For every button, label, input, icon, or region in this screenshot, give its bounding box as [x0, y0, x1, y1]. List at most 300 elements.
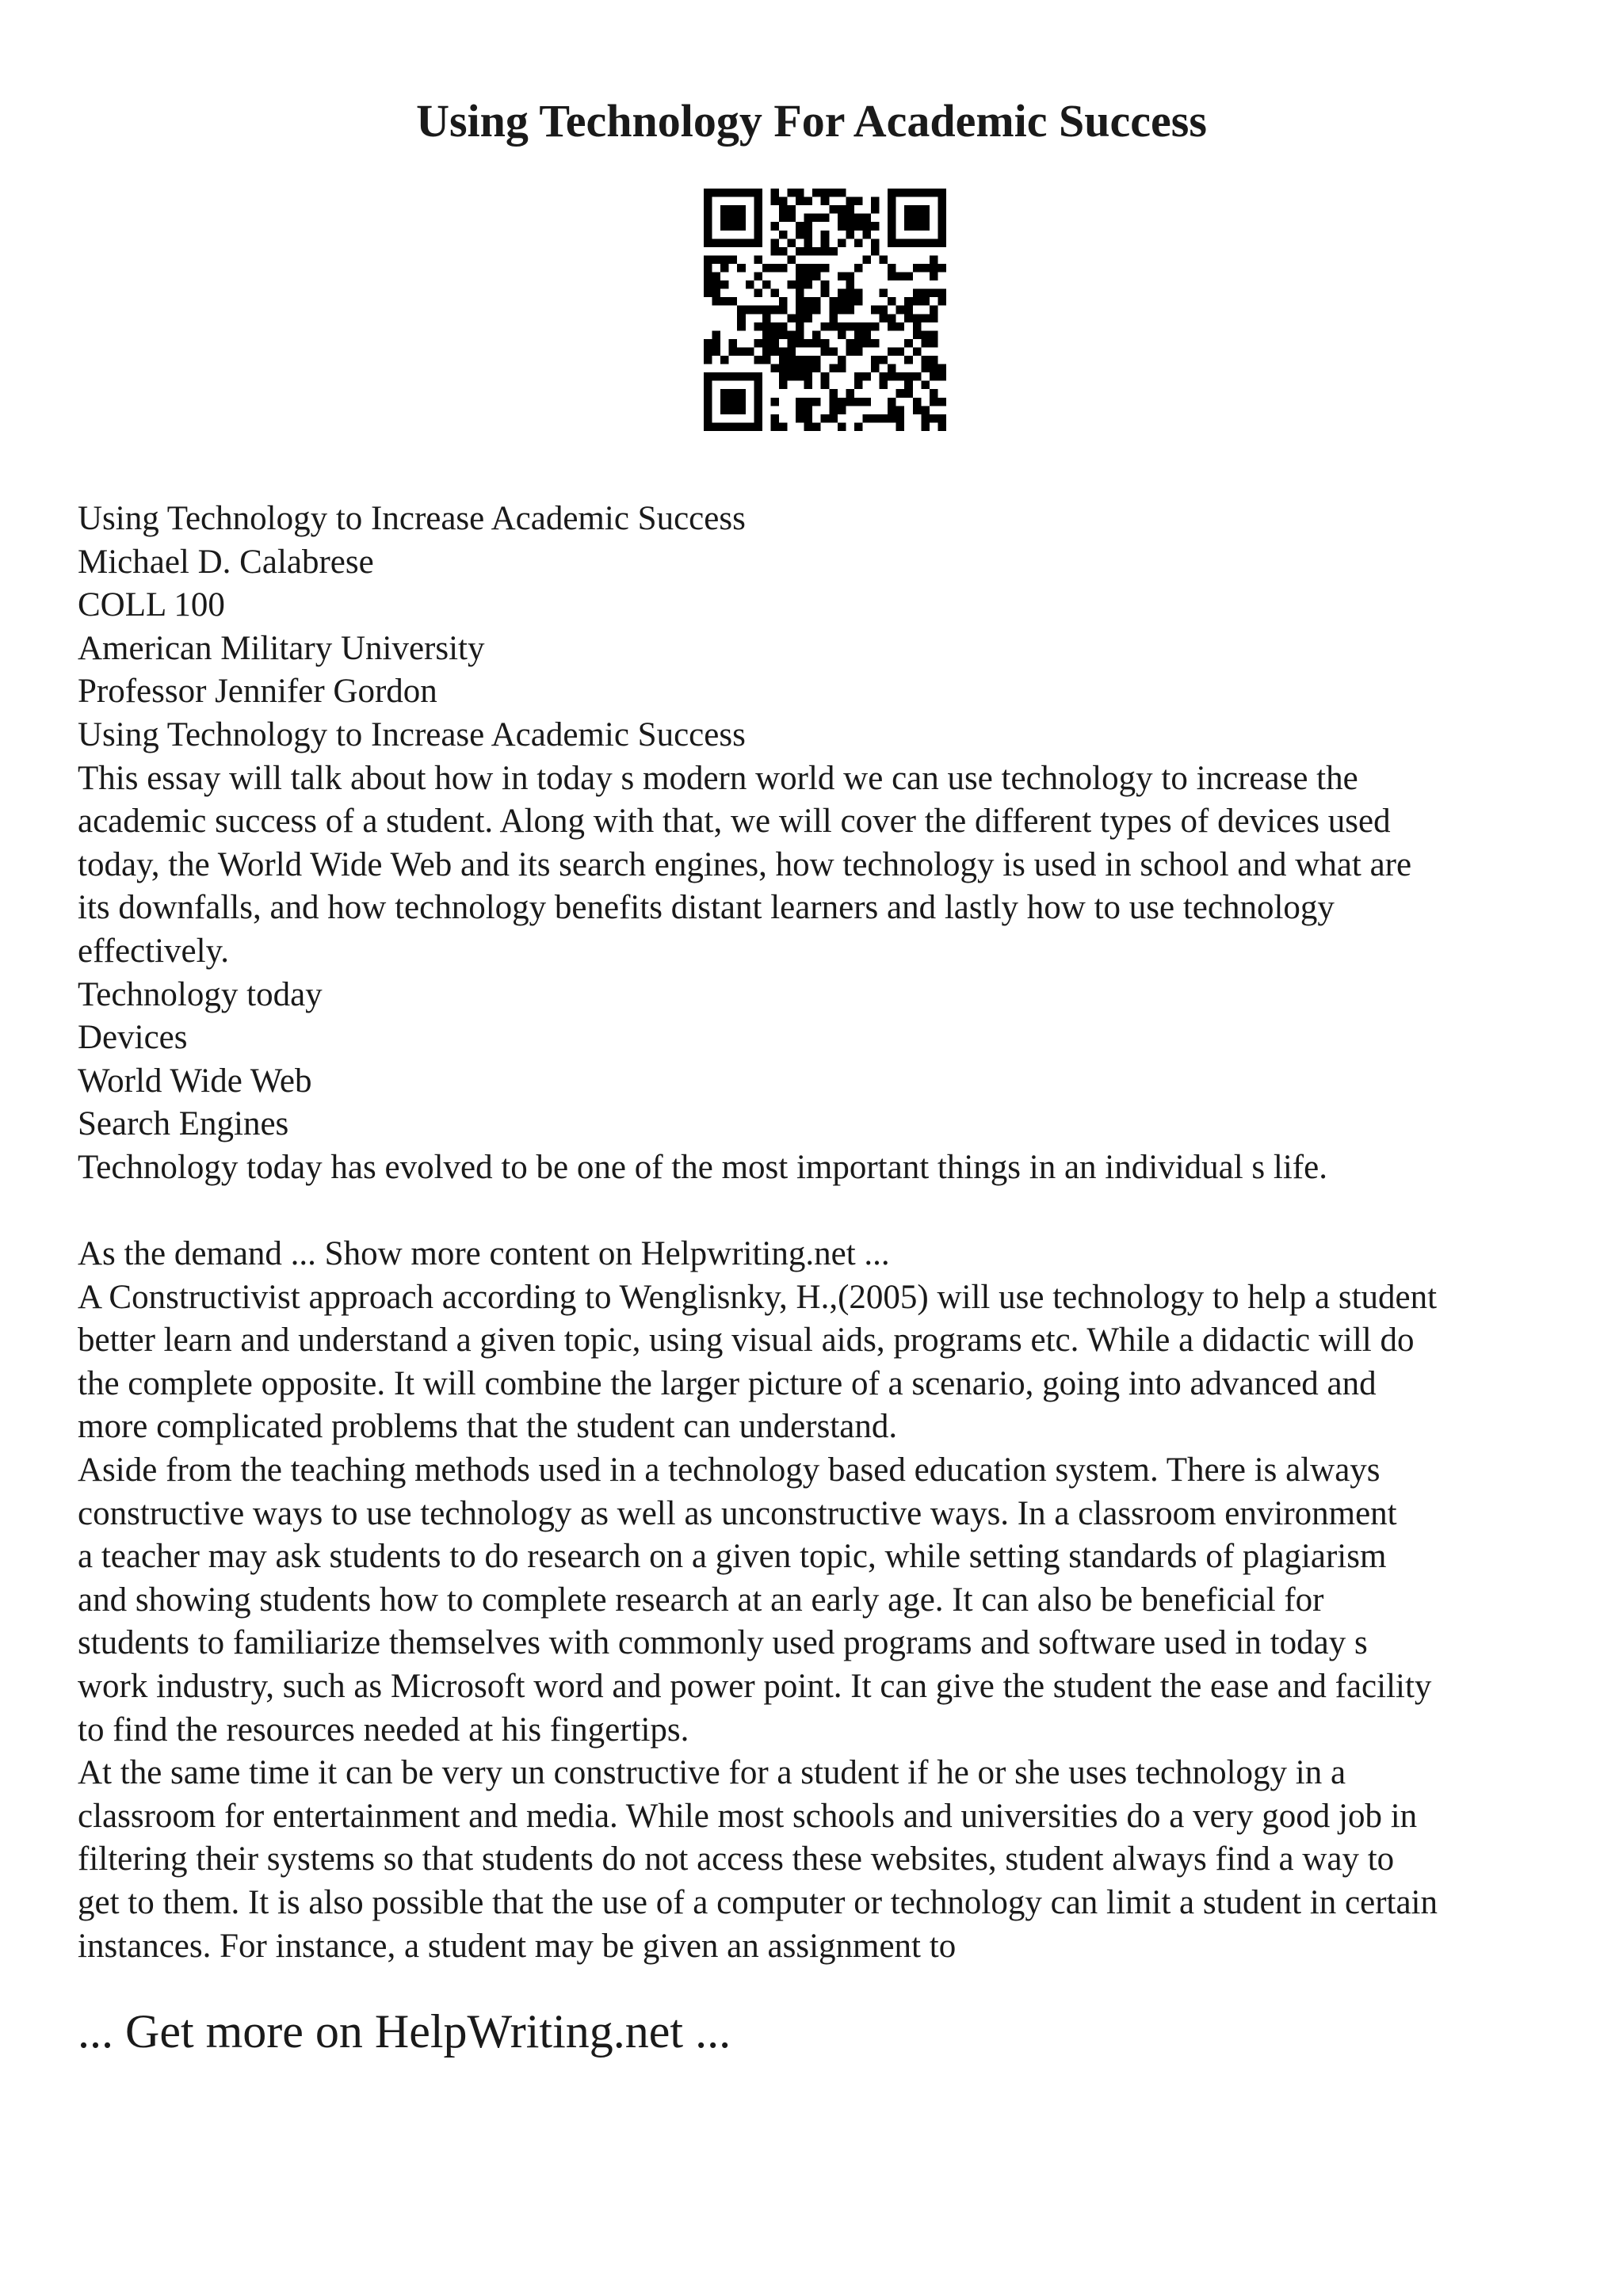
qr-module: [804, 264, 813, 273]
qr-module: [720, 372, 729, 381]
qr-module: [754, 414, 762, 423]
qr-module: [779, 372, 788, 381]
qr-module: [921, 339, 930, 348]
qr-module: [921, 222, 930, 231]
qr-module: [821, 280, 830, 289]
qr-module: [796, 297, 804, 306]
unconstructive-line: classroom for entertainment and media. While most schools and universities do a very good job in: [78, 1797, 1418, 1835]
qr-module: [796, 330, 804, 339]
qr-module: [746, 189, 754, 197]
qr-module: [921, 356, 930, 364]
qr-module: [904, 356, 913, 364]
qr-module: [779, 347, 788, 356]
qr-module: [796, 264, 804, 273]
qr-module: [712, 255, 721, 264]
qr-module: [862, 214, 871, 223]
intro-line: This essay will talk about how in today s modern world we can use technology to increase the: [78, 759, 1358, 797]
qr-module: [779, 356, 788, 364]
intro-line: effectively.: [78, 932, 230, 970]
qr-module: [913, 222, 922, 231]
qr-module: [788, 280, 796, 289]
qr-module: [804, 406, 813, 414]
qr-module: [712, 297, 721, 306]
qr-module: [729, 406, 738, 414]
qr-module: [754, 205, 762, 214]
qr-module: [862, 398, 871, 406]
qr-module: [812, 339, 821, 348]
qr-module: [704, 273, 712, 281]
outline-item: World Wide Web: [78, 1062, 312, 1100]
qr-module: [796, 231, 804, 239]
qr-module: [770, 238, 779, 247]
qr-module: [712, 280, 721, 289]
qr-module: [821, 264, 830, 273]
qr-module: [737, 398, 746, 406]
qr-module: [930, 356, 938, 364]
qr-module: [821, 322, 830, 331]
qr-module: [913, 297, 922, 306]
unconstructive-line: filtering their systems so that students do not access these websites, student always find a way to: [78, 1840, 1395, 1878]
qr-module: [788, 364, 796, 373]
qr-module: [921, 189, 930, 197]
qr-module: [888, 205, 896, 214]
qr-module: [796, 322, 804, 331]
qr-module: [754, 214, 762, 223]
qr-module: [770, 247, 779, 256]
qr-module: [904, 381, 913, 390]
qr-module: [930, 238, 938, 247]
qr-module: [770, 222, 779, 231]
qr-module: [812, 189, 821, 197]
teaching-methods-line: a teacher may ask students to do research on a given topic, while setting standards of plagiarism: [78, 1538, 1387, 1576]
qr-module: [854, 297, 863, 306]
qr-module: [720, 406, 729, 414]
qr-module: [921, 205, 930, 214]
qr-module: [737, 222, 746, 231]
outline-item: Technology today: [78, 975, 323, 1013]
qr-module: [720, 422, 729, 431]
qr-module: [804, 422, 813, 431]
technology-today-line: Technology today has evolved to be one of the most important things in an individual s life.: [78, 1148, 1327, 1186]
qr-module: [704, 222, 712, 231]
qr-module: [930, 398, 938, 406]
qr-module: [846, 297, 854, 306]
qr-module: [720, 280, 729, 289]
qr-module: [862, 372, 871, 381]
qr-module: [788, 214, 796, 223]
qr-module: [712, 347, 721, 356]
qr-module: [896, 238, 905, 247]
qr-module: [720, 222, 729, 231]
qr-module: [804, 372, 813, 381]
qr-module: [804, 356, 813, 364]
qr-module: [737, 347, 746, 356]
qr-module: [821, 289, 830, 298]
qr-module: [854, 222, 863, 231]
qr-module: [854, 322, 863, 331]
qr-module: [754, 372, 762, 381]
qr-module: [904, 314, 913, 322]
qr-module: [838, 364, 846, 373]
qr-module: [871, 238, 880, 247]
qr-module: [846, 273, 854, 281]
qr-module: [712, 422, 721, 431]
qr-module: [846, 231, 854, 239]
qr-module: [930, 414, 938, 423]
intro-line: its downfalls, and how technology benefits distant learners and lastly how to use technology: [78, 889, 1335, 927]
qr-module: [770, 414, 779, 423]
qr-module: [930, 255, 938, 264]
qr-module: [712, 330, 721, 339]
qr-module: [829, 389, 838, 398]
qr-module: [854, 398, 863, 406]
qr-module: [712, 372, 721, 381]
qr-module: [871, 247, 880, 256]
qr-module: [779, 322, 788, 331]
intro-line: academic success of a student. Along with that, we will cover the different types of devices used: [78, 803, 1391, 841]
qr-module: [846, 347, 854, 356]
qr-module: [762, 314, 771, 322]
qr-module: [871, 222, 880, 231]
qr-module: [754, 406, 762, 414]
qr-module: [729, 372, 738, 381]
qr-module: [904, 238, 913, 247]
intro-line: today, the World Wide Web and its search engines, how technology is used in school and what are: [78, 845, 1412, 883]
qr-module: [720, 264, 729, 273]
qr-module: [913, 205, 922, 214]
qr-module: [829, 322, 838, 331]
qr-module: [896, 189, 905, 197]
qr-module: [754, 306, 762, 315]
qr-module: [888, 297, 896, 306]
qr-module: [712, 289, 721, 298]
qr-module: [788, 372, 796, 381]
qr-module: [746, 372, 754, 381]
qr-module: [796, 406, 804, 414]
qr-module: [854, 339, 863, 348]
qr-module: [880, 381, 888, 390]
qr-module: [796, 414, 804, 423]
qr-module: [754, 222, 762, 231]
qr-module: [829, 205, 838, 214]
qr-module: [754, 322, 762, 331]
qr-module: [921, 238, 930, 247]
qr-module: [729, 214, 738, 223]
qr-module: [704, 347, 712, 356]
qr-module: [880, 306, 888, 315]
qr-module: [854, 422, 863, 431]
qr-module: [921, 297, 930, 306]
qr-module: [754, 231, 762, 239]
qr-module: [796, 398, 804, 406]
qr-module: [804, 273, 813, 281]
qr-module: [796, 314, 804, 322]
qr-module: [829, 398, 838, 406]
qr-module: [704, 372, 712, 381]
unconstructive-line: get to them. It is also possible that the use of a computer or technology can limit a student in certain: [78, 1884, 1438, 1921]
qr-module: [838, 422, 846, 431]
teaching-methods-line: work industry, such as Microsoft word and power point. It can give the student the ease and facility: [78, 1668, 1432, 1706]
qr-module: [896, 406, 905, 414]
qr-module: [804, 222, 813, 231]
qr-module: [796, 364, 804, 373]
qr-module: [896, 422, 905, 431]
qr-module: [871, 364, 880, 373]
qr-module: [746, 280, 754, 289]
qr-module: [880, 314, 888, 322]
qr-module: [930, 389, 938, 398]
qr-module: [888, 398, 896, 406]
qr-module: [770, 322, 779, 331]
qr-module: [846, 197, 854, 206]
qr-module: [888, 406, 896, 414]
qr-module: [788, 189, 796, 197]
qr-module: [880, 356, 888, 364]
qr-module: [913, 189, 922, 197]
qr-module: [729, 255, 738, 264]
qr-module: [888, 264, 896, 273]
teaching-methods-line: students to familiarize themselves with commonly used programs and software used in today s: [78, 1624, 1368, 1662]
qr-module: [888, 222, 896, 231]
qr-module: [788, 238, 796, 247]
qr-module: [737, 306, 746, 315]
qr-module: [921, 414, 930, 423]
qr-module: [770, 347, 779, 356]
qr-module: [854, 330, 863, 339]
qr-module: [871, 414, 880, 423]
qr-module: [921, 289, 930, 298]
qr-module: [754, 273, 762, 281]
qr-module: [846, 205, 854, 214]
qr-module: [888, 197, 896, 206]
qr-module: [812, 422, 821, 431]
qr-module: [770, 197, 779, 206]
qr-module: [913, 372, 922, 381]
qr-module: [938, 414, 946, 423]
qr-module: [788, 339, 796, 348]
qr-module: [904, 372, 913, 381]
qr-module: [862, 222, 871, 231]
qr-module: [720, 189, 729, 197]
qr-module: [720, 255, 729, 264]
qr-module: [796, 306, 804, 315]
qr-module: [846, 222, 854, 231]
qr-module: [762, 264, 771, 273]
qr-module: [754, 422, 762, 431]
qr-module: [829, 247, 838, 256]
qr-module: [770, 330, 779, 339]
qr-module: [729, 222, 738, 231]
qr-module: [729, 389, 738, 398]
qr-module: [770, 289, 779, 298]
document-title: Using Technology For Academic Success: [416, 95, 1207, 147]
qr-module: [913, 238, 922, 247]
qr-module: [754, 398, 762, 406]
qr-module: [737, 322, 746, 331]
qr-module: [729, 398, 738, 406]
qr-module: [930, 372, 938, 381]
qr-module: [770, 364, 779, 373]
qr-module: [888, 364, 896, 373]
qr-module: [829, 314, 838, 322]
qr-module: [720, 389, 729, 398]
qr-module: [821, 414, 830, 423]
qr-module: [838, 398, 846, 406]
qr-module: [896, 372, 905, 381]
qr-module: [829, 406, 838, 414]
qr-module: [779, 330, 788, 339]
qr-module: [796, 197, 804, 206]
qr-module: [737, 238, 746, 247]
qr-module: [779, 381, 788, 390]
qr-module: [729, 422, 738, 431]
qr-module: [788, 347, 796, 356]
qr-module: [720, 356, 729, 364]
qr-module: [737, 189, 746, 197]
qr-module: [930, 314, 938, 322]
qr-module: [913, 314, 922, 322]
qr-module: [829, 297, 838, 306]
qr-module: [854, 372, 863, 381]
qr-module: [812, 364, 821, 373]
qr-module: [938, 205, 946, 214]
qr-module: [754, 189, 762, 197]
qr-module: [779, 205, 788, 214]
qr-module: [846, 280, 854, 289]
qr-module: [871, 339, 880, 348]
qr-module: [846, 306, 854, 315]
qr-module: [938, 372, 946, 381]
qr-module: [804, 297, 813, 306]
qr-module: [862, 330, 871, 339]
teaching-methods-line: Aside from the teaching methods used in a technology based education system. There is always: [78, 1451, 1381, 1489]
qr-module: [938, 214, 946, 223]
qr-module: [762, 322, 771, 331]
qr-module: [854, 197, 863, 206]
qr-module: [754, 238, 762, 247]
qr-module: [913, 264, 922, 273]
qr-module: [938, 231, 946, 239]
qr-module: [704, 255, 712, 264]
header-line-university: American Military University: [78, 629, 485, 667]
qr-module: [704, 189, 712, 197]
qr-module: [720, 238, 729, 247]
qr-module: [888, 214, 896, 223]
show-more-link[interactable]: As the demand ... Show more content on Helpwriting.net ...: [78, 1235, 890, 1273]
qr-module: [704, 398, 712, 406]
qr-module: [921, 406, 930, 414]
qr-module: [796, 280, 804, 289]
qr-module: [871, 197, 880, 206]
qr-module: [888, 189, 896, 197]
qr-module: [829, 414, 838, 423]
qr-module: [838, 297, 846, 306]
qr-module: [921, 422, 930, 431]
qr-module: [720, 297, 729, 306]
qr-module: [712, 238, 721, 247]
qr-module: [913, 398, 922, 406]
qr-module: [704, 381, 712, 390]
qr-module: [720, 214, 729, 223]
header-line-essay-title: Using Technology to Increase Academic Success: [78, 715, 746, 753]
qr-module: [829, 347, 838, 356]
qr-module: [746, 422, 754, 431]
qr-module: [888, 314, 896, 322]
qr-module: [862, 414, 871, 423]
unconstructive-line: instances. For instance, a student may be given an assignment to: [78, 1927, 957, 1965]
qr-module: [788, 314, 796, 322]
qr-module: [838, 289, 846, 298]
qr-module: [854, 264, 863, 273]
qr-module: [896, 322, 905, 331]
qr-module: [796, 247, 804, 256]
qr-module: [704, 406, 712, 414]
qr-module: [770, 422, 779, 431]
qr-module: [888, 231, 896, 239]
qr-module: [754, 339, 762, 348]
qr-module: [804, 280, 813, 289]
qr-module: [720, 398, 729, 406]
qr-module: [838, 273, 846, 281]
qr-module: [938, 197, 946, 206]
qr-module: [880, 372, 888, 381]
qr-module: [770, 264, 779, 273]
qr-module: [921, 214, 930, 223]
qr-module: [846, 214, 854, 223]
qr-module: [930, 189, 938, 197]
qr-module: [704, 356, 712, 364]
qr-module: [779, 422, 788, 431]
qr-module: [913, 289, 922, 298]
qr-module: [729, 205, 738, 214]
qr-module: [779, 247, 788, 256]
qr-module: [812, 264, 821, 273]
qr-module: [938, 189, 946, 197]
qr-module: [871, 306, 880, 315]
qr-module: [821, 372, 830, 381]
qr-module: [737, 214, 746, 223]
qr-module: [804, 197, 813, 206]
qr-module: [737, 422, 746, 431]
qr-module: [704, 214, 712, 223]
qr-module: [862, 339, 871, 348]
qr-module: [704, 197, 712, 206]
qr-module: [938, 238, 946, 247]
qr-module: [838, 322, 846, 331]
qr-module: [821, 238, 830, 247]
document-body: [78, 498, 1568, 1968]
constructivist-line: better learn and understand a given topic, using visual aids, programs etc. While a didactic will do: [78, 1322, 1415, 1360]
qr-module: [904, 339, 913, 348]
qr-module: [862, 231, 871, 239]
qr-module: [754, 381, 762, 390]
qr-module: [821, 247, 830, 256]
qr-module: [788, 356, 796, 364]
get-more-link[interactable]: ... Get more on HelpWriting.net ...: [78, 2005, 731, 2058]
qr-module: [779, 231, 788, 239]
qr-code-icon[interactable]: [704, 189, 946, 431]
qr-module: [804, 214, 813, 223]
qr-module: [779, 197, 788, 206]
qr-module: [888, 273, 896, 281]
qr-module: [938, 289, 946, 298]
qr-module: [762, 339, 771, 348]
qr-module: [796, 289, 804, 298]
qr-module: [854, 381, 863, 390]
qr-module: [904, 222, 913, 231]
qr-module: [904, 214, 913, 223]
qr-module: [821, 339, 830, 348]
